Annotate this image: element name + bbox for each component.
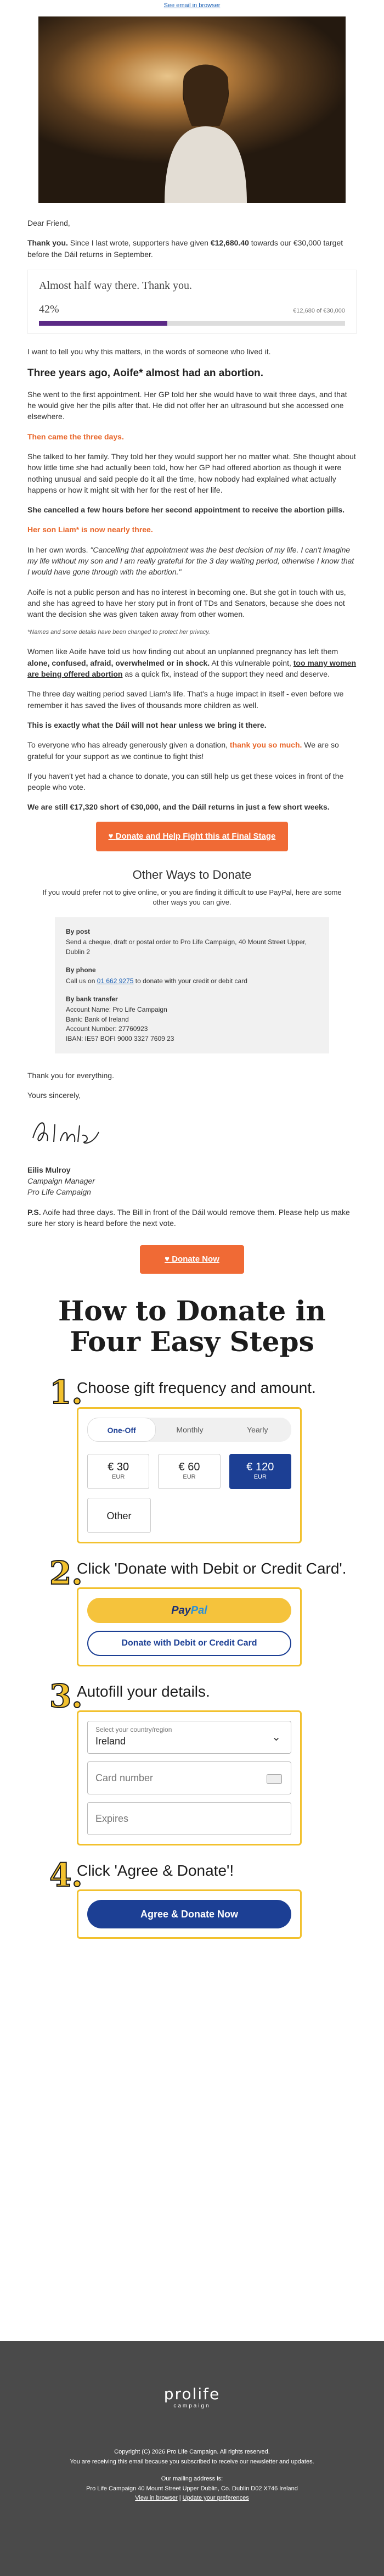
- step-1: [0, 1374, 384, 1543]
- closing: [0, 1070, 384, 1229]
- progress-title: Almost half way there. Thank you.: [39, 279, 193, 292]
- progress-fill: [39, 321, 167, 326]
- step-label: Click 'Donate with Debit or Credit Card'.: [77, 1559, 347, 1577]
- liam-heading: Her son Liam* is now nearly three.: [27, 525, 153, 534]
- woman-silhouette-icon: [154, 55, 258, 203]
- progress-amount: €12,680 of €30,000: [293, 307, 345, 314]
- story-shortfall: We are still €17,320 short of €30,000, and the Dáil returns in just a few short weeks.: [27, 802, 330, 812]
- signer-org: Pro Life Campaign: [27, 1187, 91, 1197]
- signer-role: Campaign Manager: [27, 1177, 95, 1186]
- step-3: [0, 1677, 384, 1845]
- country-select[interactable]: Select your country/region Ireland ⌄: [87, 1721, 291, 1754]
- story-paragraph: The three day waiting period saved Liam's life. That's a huge impact in itself - even before we remember it has saved the lives of thousands more children as well.: [27, 689, 344, 710]
- step-2: [0, 1554, 384, 1666]
- credit-card-icon: [267, 1774, 282, 1784]
- other-ways-title: Other Ways to Donate: [132, 867, 252, 882]
- story-quote-paragraph: In her own words. "Cancelling that appointment was the best decision of my life. I can't imagine my life without my son and I am really grateful for the 3 day waiting period, otherwise I know that I would have gone through with the abortion.": [27, 545, 354, 577]
- story-paragraph: Women like Aoife have told us how finding out about an unplanned pregnancy has left them alone, confused, afraid, overwhelmed or in shock. At this vulnerable point, too many women are being offered abortion as a quick fix, instead of the support they need and deserve.: [27, 647, 357, 679]
- postscript: P.S. Aoife had three days. The Bill in front of the Dáil would remove them. Please help us make sure her story is heard before the next vote.: [27, 1207, 350, 1228]
- footer-reason: You are receiving this email because you subscribed to receive our newsletter and updates.: [70, 2458, 314, 2465]
- footer: [0, 2341, 384, 2576]
- payment-method-card: [77, 1587, 302, 1666]
- signature-icon: [27, 1113, 110, 1152]
- signer-name: Eilis Mulroy: [27, 1165, 71, 1174]
- story-paragraph: Aoife is not a public person and has no interest in becoming one. But she got in touch with us, and she has agreed to have her story put in front of TDs and Senators, because she does not want the decision she was given taken away from other women.: [27, 587, 346, 619]
- greeting: Dear Friend,: [27, 219, 70, 227]
- sign-off: Yours sincerely,: [27, 1091, 81, 1100]
- freq-yearly[interactable]: Yearly: [247, 1425, 268, 1434]
- story-paragraph: She went to the first appointment. Her GP told her she would have to wait three days, and that he would give her the pills after that. He did not offer her an ultrasound but she accessed one elsewhere.: [27, 389, 347, 421]
- step-number: 4.: [49, 1856, 83, 1894]
- phone-link[interactable]: 01 662 9275: [97, 977, 134, 985]
- footer-links: View in browser | Update your preferences: [135, 2495, 249, 2502]
- progress-percent: 42%: [39, 303, 59, 315]
- step-label: Choose gift frequency and amount.: [77, 1379, 316, 1397]
- hero-image: [38, 16, 346, 203]
- footer-logo-sub: campaign: [173, 2403, 211, 2409]
- details-card: [77, 1710, 302, 1845]
- privacy-note: *Names and some details have been changed to protect her privacy.: [27, 629, 211, 636]
- amount-option[interactable]: € 30 EUR: [87, 1454, 149, 1489]
- step-label: Autofill your details.: [77, 1682, 210, 1700]
- card-number-field[interactable]: Card number: [87, 1761, 291, 1794]
- amount-option[interactable]: € 60 EUR: [158, 1454, 220, 1489]
- step-4: [0, 1856, 384, 1939]
- progress-widget: [27, 270, 357, 334]
- by-post: By post Send a cheque, draft or postal order to Pro Life Campaign, 40 Mount Street Upper, Dublin 2: [66, 928, 307, 956]
- expires-field[interactable]: Expires: [87, 1802, 291, 1835]
- step-label: Click 'Agree & Donate'!: [77, 1861, 234, 1879]
- step-number: 1.: [49, 1374, 83, 1412]
- three-days-heading: Then came the three days.: [27, 432, 124, 441]
- intro-paragraph: Thank you. Since I last wrote, supporters have given €12,680.40 towards our €30,000 target before the Dáil returns in September.: [27, 238, 343, 259]
- footer-copyright: Copyright (C) 2026 Pro Life Campaign. All rights reserved.: [114, 2449, 270, 2455]
- footer-view-browser-link[interactable]: View in browser: [135, 2495, 178, 2502]
- closing-thanks: Thank you for everything.: [27, 1070, 114, 1080]
- frequency-toggle: [87, 1418, 291, 1442]
- story-paragraph: If you haven't yet had a chance to donate, you can still help us get these voices in front of the people who vote.: [27, 771, 344, 792]
- step-number: 3.: [49, 1677, 83, 1715]
- amount-other[interactable]: Other: [87, 1498, 151, 1533]
- story-paragraph: To everyone who has already generously given a donation, thank you so much. We are so grateful for your support as we continue to fight this!: [27, 740, 339, 761]
- amount-options: [87, 1454, 291, 1489]
- progress-track: [39, 321, 345, 326]
- paypal-button[interactable]: PayPal: [87, 1598, 291, 1623]
- by-bank-transfer: By bank transfer Account Name: Pro Life Campaign Bank: Bank of Ireland Account Number: 27760923 IBAN: IE57 BOFI 9000 3327 7609 23: [66, 995, 174, 1042]
- frequency-amount-card: [77, 1407, 302, 1543]
- footer-address-title: Our mailing address is:: [161, 2475, 223, 2483]
- freq-one-off[interactable]: One-Off: [87, 1418, 156, 1442]
- other-ways-intro: If you would prefer not to give online, or you are finding it difficult to use PayPal, here are some other ways you can give.: [42, 888, 342, 906]
- agree-card: [77, 1889, 302, 1939]
- story-paragraph: She talked to her family. They told her they would support her no matter what. She thought about how little time she had actually been told, how her GP had offered abortion as though it were nothing unusual and said people do it all the time, how nobody had explained what actually happens or how it might sit with her for the rest of her life.: [27, 451, 356, 494]
- heart-icon: ♥: [108, 831, 116, 841]
- heart-icon: ♥: [165, 1254, 172, 1264]
- chevron-down-icon: ⌄: [272, 1731, 281, 1743]
- amount-option[interactable]: € 120 EUR: [229, 1454, 291, 1489]
- story-emphasis: This is exactly what the Dáil will not hear unless we bring it there.: [27, 720, 267, 729]
- story-headline: Three years ago, Aoife* almost had an abortion.: [27, 367, 264, 380]
- donate-fight-button[interactable]: ♥ Donate and Help Fight this at Final Stage: [96, 822, 288, 851]
- agree-donate-button[interactable]: Agree & Donate Now: [87, 1900, 291, 1928]
- footer-address: Pro Life Campaign 40 Mount Street Upper Dublin, Co. Dublin D02 X746 Ireland: [86, 2485, 298, 2492]
- other-ways-box: [55, 917, 329, 1053]
- by-phone: By phone Call us on 01 662 9275 to donate with your credit or debit card: [66, 966, 247, 985]
- story-cancelled: She cancelled a few hours before her second appointment to receive the abortion pills.: [27, 505, 345, 515]
- freq-monthly[interactable]: Monthly: [176, 1425, 204, 1434]
- letter-body: [0, 203, 384, 813]
- step-number: 2.: [49, 1554, 83, 1592]
- top-bar: [0, 0, 384, 12]
- footer-logo: prolife: [163, 2385, 221, 2403]
- donate-now-button[interactable]: ♥ Donate Now: [140, 1245, 244, 1274]
- debit-credit-button[interactable]: Donate with Debit or Credit Card: [87, 1631, 291, 1656]
- steps-title: How to Donate in Four Easy Steps: [58, 1295, 326, 1358]
- footer-preferences-link[interactable]: Update your preferences: [182, 2495, 249, 2502]
- story-lead-in: I want to tell you why this matters, in the words of someone who lived it.: [27, 347, 271, 356]
- view-in-browser-link[interactable]: See email in browser: [163, 2, 221, 9]
